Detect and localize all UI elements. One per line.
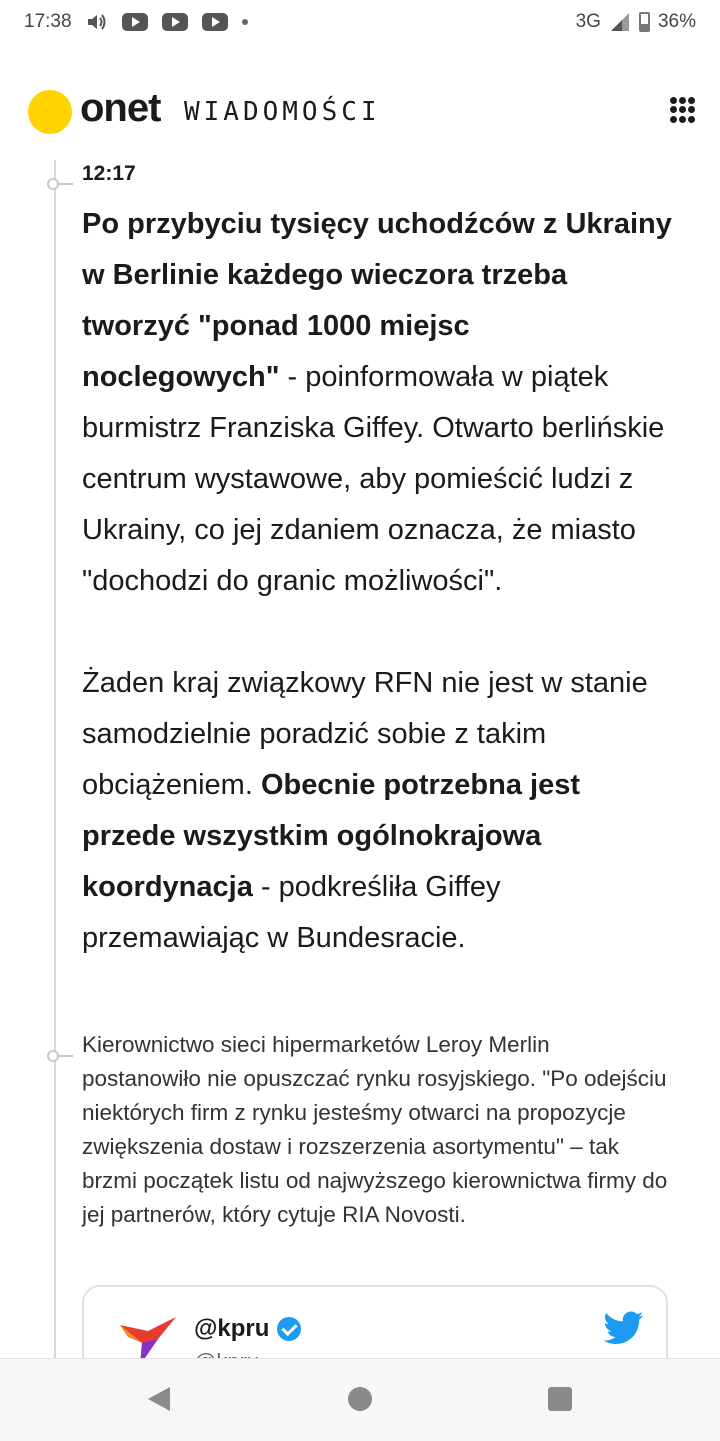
entry-text: - podkreśliła Giffey przemawiając w Bundesracie. bbox=[82, 871, 501, 954]
live-entry-body bbox=[82, 199, 672, 964]
timeline-line bbox=[54, 160, 56, 1360]
grid-menu-icon[interactable] bbox=[670, 97, 696, 123]
entry-paragraph bbox=[82, 658, 672, 964]
youtube-notification-icon bbox=[202, 13, 228, 31]
android-nav-bar bbox=[0, 1358, 720, 1441]
site-header bbox=[0, 80, 720, 144]
signal-icon bbox=[609, 12, 631, 32]
more-notifications-icon bbox=[242, 19, 248, 25]
status-bar bbox=[0, 0, 720, 44]
entry-time: 12:17 bbox=[82, 162, 136, 185]
live-entry-body: Kierownictwo sieci hipermarketów Leroy Merlin postanowiło nie opuszczać rynku rosyjskiego. "Po odejściu niektórych firm z rynku jesteśmy otwarci na propozycje zwiększenia dostaw i rozszerzenia asortymentu" – tak brzmi początek listu od najwyższego kierownictwa firmy do jej partnerów, który cytuje RIA Novosti. bbox=[82, 1032, 668, 1227]
entry-text: - poinformowała w piątek burmistrz Franziska Giffey. Otwarto berlińskie centrum wystawowe, aby pomieścić ludzi z Ukrainy, co jej zdaniem oznacza, że miasto "dochodzi do granic możliwości". bbox=[82, 361, 665, 597]
recent-apps-icon[interactable] bbox=[548, 1387, 572, 1411]
timeline-tick bbox=[59, 183, 73, 185]
timeline-node bbox=[47, 1050, 59, 1062]
entry-bold-text: Po przybyciu tysięcy uchodźców z Ukrainy w Berlinie każdego wieczora trzeba tworzyć "ponad 1000 miejsc noclegowych" bbox=[82, 208, 672, 393]
timeline-tick bbox=[59, 1055, 73, 1057]
youtube-notification-icon bbox=[122, 13, 148, 31]
back-icon[interactable] bbox=[146, 1385, 172, 1413]
section-name[interactable]: WIADOMOŚCI bbox=[184, 97, 381, 127]
twitter-bird-icon[interactable] bbox=[604, 1311, 644, 1345]
tweet-handle[interactable]: @kpru bbox=[194, 1315, 270, 1342]
brand-name[interactable]: onet bbox=[80, 86, 161, 130]
status-left bbox=[24, 11, 248, 33]
home-icon[interactable] bbox=[348, 1387, 372, 1411]
entry-text: Żaden kraj związkowy RFN nie jest w stanie samodzielnie poradzić sobie z takim obciążeniem. bbox=[82, 667, 648, 801]
timeline-node bbox=[47, 178, 59, 190]
status-right bbox=[576, 11, 696, 33]
tweet-author[interactable] bbox=[194, 1315, 301, 1343]
verified-badge-icon bbox=[277, 1317, 301, 1341]
youtube-notification-icon bbox=[162, 13, 188, 31]
battery-level: 36% bbox=[657, 11, 696, 32]
entry-paragraph bbox=[82, 199, 672, 607]
onet-logo-icon[interactable] bbox=[28, 90, 72, 134]
network-type: 3G bbox=[575, 11, 601, 32]
entry-bold-text: Obecnie potrzebna jest przede wszystkim ogólnokrajowa koordynacja bbox=[82, 769, 581, 903]
status-time: 17:38 bbox=[24, 11, 72, 32]
volume-icon bbox=[86, 13, 108, 31]
battery-icon bbox=[639, 12, 650, 32]
